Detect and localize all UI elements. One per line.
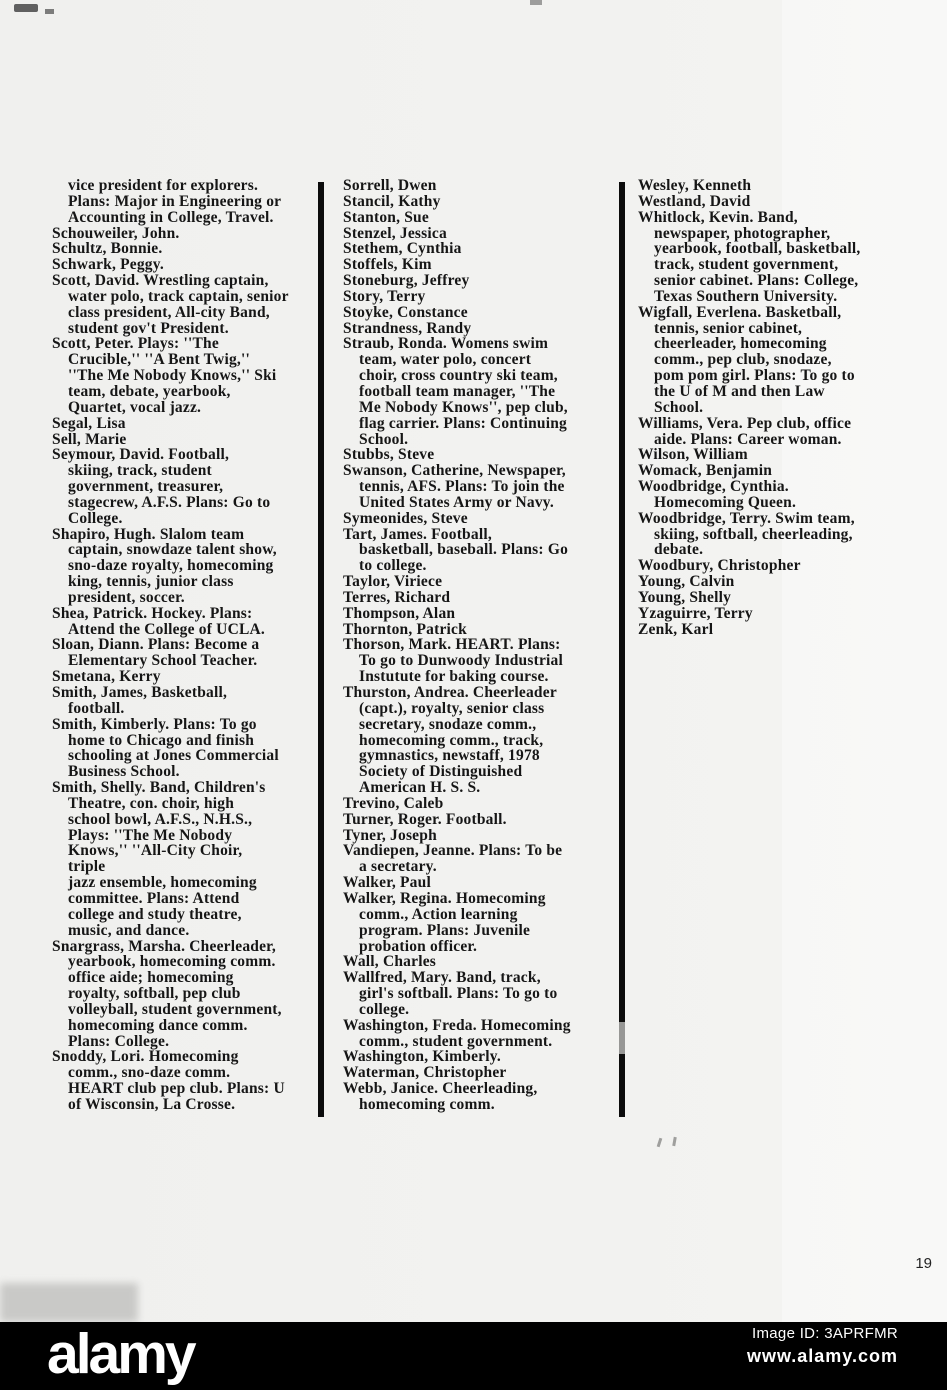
text-line: Thurston, Andrea. Cheerleader bbox=[343, 684, 557, 701]
text-line: volleyball, student government, bbox=[68, 1000, 282, 1018]
scan-artifact-smudge bbox=[0, 1283, 138, 1322]
text-line: Stancil, Kathy bbox=[343, 192, 441, 210]
text-line: homecoming dance comm. bbox=[68, 1016, 248, 1034]
column-divider-rule bbox=[318, 182, 324, 1117]
text-line: Smith, James, Basketball, bbox=[52, 684, 228, 701]
text-line: Stoyke, Constance bbox=[343, 303, 468, 321]
text-line: pom pom girl. Plans: To go to bbox=[654, 367, 855, 385]
text-line: Taylor, Viriece bbox=[343, 573, 443, 591]
text-line: team, water polo, concert bbox=[359, 351, 532, 369]
text-line: a secretary. bbox=[359, 858, 437, 876]
text-line: comm., sno-daze comm. bbox=[68, 1064, 231, 1082]
text-line: basketball, baseball. Plans: Go bbox=[359, 541, 569, 559]
text-line: Woodbridge, Terry. Swim team, bbox=[638, 509, 855, 527]
text-line: School. bbox=[359, 430, 409, 448]
text-line: Waterman, Christopher bbox=[343, 1064, 507, 1082]
text-line: Smetana, Kerry bbox=[52, 668, 161, 686]
text-line: Whitlock, Kevin. Band, bbox=[638, 208, 798, 226]
text-line: Texas Southern University. bbox=[654, 287, 838, 305]
text-line: Segal, Lisa bbox=[52, 414, 126, 432]
text-line: Vandiepen, Jeanne. Plans: To be bbox=[343, 842, 563, 860]
text-line: Story, Terry bbox=[343, 287, 426, 305]
footer-meta bbox=[747, 1325, 898, 1367]
text-line: comm., pep club, snodaze, bbox=[654, 351, 832, 369]
text-line: Walker, Regina. Homecoming bbox=[343, 889, 546, 907]
text-line: Straub, Ronda. Womens swim bbox=[343, 335, 549, 353]
text-line: Yzaguirre, Terry bbox=[638, 604, 753, 622]
page-number: 19 bbox=[915, 1255, 932, 1272]
text-line: Thorson, Mark. HEART. Plans: bbox=[343, 636, 561, 654]
text-line: Young, Shelly bbox=[638, 588, 732, 606]
text-line: homecoming comm. bbox=[359, 1095, 495, 1113]
text-line: Plans: Major in Engineering or bbox=[68, 192, 282, 210]
text-line: Wigfall, Everlena. Basketball, bbox=[638, 303, 842, 321]
text-line: comm., student government. bbox=[359, 1032, 553, 1050]
text-line: office aide; homecoming bbox=[68, 969, 234, 987]
text-line: of Wisconsin, La Crosse. bbox=[68, 1095, 236, 1113]
text-line: secretary, snodaze comm., bbox=[359, 715, 537, 733]
text-line: Me Nobody Knows'', pep club, bbox=[359, 398, 568, 416]
column-divider-rule bbox=[619, 182, 625, 1117]
alamy-footer-bar bbox=[0, 1322, 947, 1390]
text-line: Symeonides, Steve bbox=[343, 509, 468, 527]
text-line: jazz ensemble, homecoming bbox=[68, 874, 257, 892]
text-line: skiing, track, student bbox=[68, 462, 212, 480]
text-line: tennis, AFS. Plans: To join the bbox=[359, 478, 565, 496]
text-line: Sell, Marie bbox=[52, 430, 127, 448]
text-line: Strandness, Randy bbox=[343, 319, 472, 337]
text-line: home to Chicago and finish bbox=[68, 731, 255, 749]
text-line: football. bbox=[68, 699, 125, 717]
text-line: Wallfred, Mary. Band, track, bbox=[343, 969, 541, 987]
text-line: program. Plans: Juvenile bbox=[359, 921, 531, 939]
text-line: senior cabinet. Plans: College, bbox=[654, 272, 859, 290]
text-line: the U of M and then Law bbox=[654, 382, 825, 400]
alamy-logo: alamy bbox=[47, 1322, 194, 1386]
scan-artifact-mark bbox=[14, 4, 38, 12]
text-line: vice president for explorers. bbox=[68, 177, 259, 194]
text-line: yearbook, football, basketball, bbox=[654, 240, 861, 258]
text-line: music, and dance. bbox=[68, 921, 190, 939]
text-line: Webb, Janice. Cheerleading, bbox=[343, 1080, 538, 1098]
text-line: Sloan, Diann. Plans: Become a bbox=[52, 636, 260, 654]
text-line: Knows,'' ''All-City Choir, bbox=[68, 842, 243, 860]
text-line: girl's softball. Plans: To go to bbox=[359, 985, 558, 1003]
text-line: Turner, Roger. Football. bbox=[343, 810, 507, 828]
text-line: triple bbox=[68, 858, 106, 876]
text-line: Crucible,'' ''A Bent Twig,'' bbox=[68, 351, 250, 369]
text-line: United States Army or Navy. bbox=[359, 493, 554, 511]
text-line: Elementary School Teacher. bbox=[68, 652, 258, 670]
text-line: Quartet, vocal jazz. bbox=[68, 398, 202, 416]
text-line: college and study theatre, bbox=[68, 905, 242, 923]
text-line: Wilson, William bbox=[638, 446, 748, 464]
text-line: to college. bbox=[359, 557, 427, 575]
text-line: flag carrier. Plans: Continuing bbox=[359, 414, 567, 432]
text-line: Swanson, Catherine, Newspaper, bbox=[343, 462, 566, 480]
text-line: newspaper, photographer, bbox=[654, 224, 831, 242]
text-line: Shea, Patrick. Hockey. Plans: bbox=[52, 604, 253, 622]
text-line: choir, cross country ski team, bbox=[359, 367, 558, 385]
text-line: ''The Me Nobody Knows,'' Ski bbox=[68, 367, 277, 385]
text-line: Snoddy, Lori. Homecoming bbox=[52, 1048, 239, 1066]
text-line: Schwark, Peggy. bbox=[52, 256, 164, 274]
text-line: skiing, softball, cheerleading, bbox=[654, 525, 853, 543]
text-line: Society of Distinguished bbox=[359, 763, 523, 781]
text-line: debate. bbox=[654, 541, 704, 559]
text-line: Stethem, Cynthia bbox=[343, 240, 462, 258]
scan-artifact-mark bbox=[45, 9, 54, 14]
text-line: Wesley, Kenneth bbox=[638, 177, 752, 194]
index-column-s bbox=[52, 178, 332, 1113]
text-line: Plans: College. bbox=[68, 1032, 170, 1050]
text-line: Washington, Kimberly. bbox=[343, 1048, 501, 1066]
text-line: committee. Plans: Attend bbox=[68, 889, 240, 907]
text-line: HEART club pep club. Plans: U bbox=[68, 1080, 285, 1098]
text-line: Terres, Richard bbox=[343, 588, 451, 606]
text-line: Zenk, Karl bbox=[638, 620, 714, 638]
text-line: Wall, Charles bbox=[343, 953, 437, 971]
text-line: cheerleader, homecoming bbox=[654, 335, 827, 353]
text-line: Washington, Freda. Homecoming bbox=[343, 1016, 571, 1034]
text-line: Schultz, Bonnie. bbox=[52, 240, 163, 258]
text-line: probation officer. bbox=[359, 937, 478, 955]
text-line: Schouweiler, John. bbox=[52, 224, 180, 242]
text-line: Shapiro, Hugh. Slalom team bbox=[52, 525, 245, 543]
text-line: Trevino, Caleb bbox=[343, 794, 444, 812]
text-line: track, student government, bbox=[654, 256, 839, 274]
text-line: football team manager, ''The bbox=[359, 382, 556, 400]
text-line: Young, Calvin bbox=[638, 573, 735, 591]
text-line: Sorrell, Dwen bbox=[343, 177, 437, 194]
text-line: class president, All-city Band, bbox=[68, 303, 270, 321]
text-line: Walker, Paul bbox=[343, 874, 431, 892]
text-line: royalty, softball, pep club bbox=[68, 985, 241, 1003]
text-line: Homecoming Queen. bbox=[654, 493, 797, 511]
text-line: Smith, Shelly. Band, Children's bbox=[52, 779, 266, 797]
text-line: Plays: ''The Me Nobody bbox=[68, 826, 233, 844]
scan-artifact-fade bbox=[619, 1022, 625, 1054]
text-line: yearbook, homecoming comm. bbox=[68, 953, 276, 971]
text-line: Stanton, Sue bbox=[343, 208, 429, 226]
text-line: tennis, senior cabinet, bbox=[654, 319, 803, 337]
text-line: Stoffels, Kim bbox=[343, 256, 432, 274]
text-line: school bowl, A.F.S., N.H.S., bbox=[68, 810, 253, 828]
text-line: team, debate, yearbook, bbox=[68, 382, 231, 400]
text-line: sno-daze royalty, homecoming bbox=[68, 557, 274, 575]
text-line: Accounting in College, Travel. bbox=[68, 208, 274, 226]
text-line: Thompson, Alan bbox=[343, 604, 456, 622]
text-line: Attend the College of UCLA. bbox=[68, 620, 265, 638]
text-line: Thornton, Patrick bbox=[343, 620, 467, 638]
text-line: Womack, Benjamin bbox=[638, 462, 773, 480]
text-line: Stenzel, Jessica bbox=[343, 224, 447, 242]
text-line: schooling at Jones Commercial bbox=[68, 747, 279, 765]
text-line: College. bbox=[68, 509, 123, 527]
text-line: water polo, track captain, senior bbox=[68, 287, 289, 305]
text-line: college. bbox=[359, 1000, 410, 1018]
image-id-label: Image ID: 3APRFMR bbox=[752, 1325, 898, 1342]
text-line: king, tennis, junior class bbox=[68, 573, 234, 591]
text-line: Theatre, con. choir, high bbox=[68, 794, 235, 812]
text-line: To go to Dunwoody Industrial bbox=[359, 652, 564, 670]
text-line: School. bbox=[654, 398, 704, 416]
text-line: aide. Plans: Career woman. bbox=[654, 430, 842, 448]
text-line: American H. S. S. bbox=[359, 779, 481, 797]
text-line: homecoming comm., track, bbox=[359, 731, 544, 749]
text-line: Snargrass, Marsha. Cheerleader, bbox=[52, 937, 276, 955]
text-line: government, treasurer, bbox=[68, 478, 224, 496]
text-line: Williams, Vera. Pep club, office bbox=[638, 414, 852, 432]
text-line: Westland, David bbox=[638, 192, 751, 210]
text-line: Instutute for baking course. bbox=[359, 668, 549, 686]
text-line: Tart, James. Football, bbox=[343, 525, 492, 543]
index-column-s-w bbox=[343, 178, 623, 1113]
text-line: Scott, David. Wrestling captain, bbox=[52, 272, 269, 290]
text-line: Scott, Peter. Plays: ''The bbox=[52, 335, 219, 353]
text-line: Woodbridge, Cynthia. bbox=[638, 478, 789, 496]
text-line: president, soccer. bbox=[68, 588, 185, 606]
text-line: Seymour, David. Football, bbox=[52, 446, 230, 464]
text-line: comm., Action learning bbox=[359, 905, 518, 923]
text-line: Woodbury, Christopher bbox=[638, 557, 801, 575]
alamy-website-label: www.alamy.com bbox=[746, 1346, 898, 1366]
index-column-w-z bbox=[638, 178, 918, 637]
text-line: Business School. bbox=[68, 763, 180, 781]
text-line: student gov't President. bbox=[68, 319, 229, 337]
text-line: stagecrew, A.F.S. Plans: Go to bbox=[68, 493, 271, 511]
text-line: gymnastics, newstaff, 1978 bbox=[359, 747, 540, 765]
text-line: Stoneburg, Jeffrey bbox=[343, 272, 470, 290]
text-line: Tyner, Joseph bbox=[343, 826, 437, 844]
scan-artifact-mark bbox=[530, 0, 542, 5]
text-line: captain, snowdaze talent show, bbox=[68, 541, 277, 559]
text-line: Stubbs, Steve bbox=[343, 446, 435, 464]
text-line: Smith, Kimberly. Plans: To go bbox=[52, 715, 257, 733]
text-line: (capt.), royalty, senior class bbox=[359, 699, 545, 717]
